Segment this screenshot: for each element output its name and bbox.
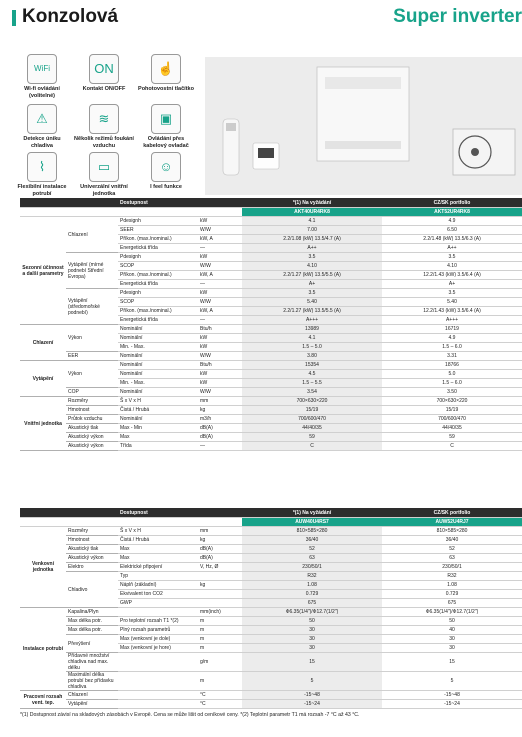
- row-unit: W/W: [198, 298, 242, 307]
- universal-unit-icon: ▭: [89, 152, 119, 182]
- row-parameter: [118, 672, 198, 691]
- air-modes-icon: ≋: [89, 104, 119, 134]
- indoor-spec-table: [20, 198, 522, 451]
- row-parameter: Příkon. (max./nominal.): [118, 271, 198, 280]
- value-model-a: 1.5 – 5.5: [242, 379, 382, 388]
- row-parameter: Čistá / Hrubá: [118, 536, 198, 545]
- table-row: [20, 217, 522, 226]
- table-row: [20, 554, 522, 563]
- row-parameter: SCOP: [118, 262, 198, 271]
- row-parameter: Plný rozsah parametrů: [118, 626, 198, 635]
- value-model-b: Ф6.35(1/4")/Ф12.7(1/2"): [382, 608, 522, 617]
- value-model-b: 700/600/470: [382, 415, 522, 424]
- standby-button-icon: ☝: [151, 54, 181, 84]
- row-unit: kW: [198, 370, 242, 379]
- feature-label: Flexibilní instalace potrubí: [17, 184, 67, 197]
- value-model-a: 0.729: [242, 590, 382, 599]
- row-parameter: Max: [118, 554, 198, 563]
- row-unit: kW, A: [198, 235, 242, 244]
- value-model-a: 810×585×280: [242, 527, 382, 536]
- value-model-a: 4.5: [242, 370, 382, 379]
- value-model-b: -15~48: [382, 691, 522, 700]
- row-parameter: Max (venkovní je hore): [118, 644, 198, 653]
- table-row: [20, 563, 522, 572]
- table-row: [20, 406, 522, 415]
- value-model-b: 63: [382, 554, 522, 563]
- row-subgroup: Rozměry: [66, 527, 118, 536]
- value-model-b: 5: [382, 672, 522, 691]
- row-unit: kg: [198, 406, 242, 415]
- value-model-a: A+++: [242, 316, 382, 325]
- row-unit: W/W: [198, 388, 242, 397]
- value-model-a: 30: [242, 644, 382, 653]
- row-unit: m: [198, 644, 242, 653]
- value-model-b: -15~24: [382, 700, 522, 709]
- row-parameter: Elektrické připojení: [118, 563, 198, 572]
- row-unit: g/m: [198, 653, 242, 672]
- table-row: [20, 536, 522, 545]
- model-b: AUW52U4RJ7: [382, 518, 522, 527]
- table-row: [20, 433, 522, 442]
- availability-portfolio: CZ/SK portfolio: [382, 198, 522, 208]
- row-subgroup: Akustický výkon: [66, 442, 118, 451]
- header-blank: [66, 198, 118, 208]
- table-row: [20, 325, 522, 334]
- row-subgroup: Výkon: [66, 361, 118, 388]
- value-model-a: 2.2/1.27 (kW) 13.5/5.5 (A): [242, 271, 382, 280]
- row-subgroup: Převýšení: [66, 635, 118, 653]
- value-model-a: 5: [242, 672, 382, 691]
- table-row: [20, 572, 522, 581]
- feature-9: [136, 152, 196, 191]
- row-subgroup: Chlazení: [66, 217, 118, 253]
- value-model-b: C: [382, 442, 522, 451]
- value-model-a: 4.1: [242, 217, 382, 226]
- model-blank: [20, 208, 242, 217]
- row-group: Chlazení: [20, 325, 66, 361]
- value-model-b: 1.08: [382, 581, 522, 590]
- model-a: AUW40U4RS7: [242, 518, 382, 527]
- value-model-b: 3.5: [382, 253, 522, 262]
- row-parameter: Ekvivalent ton CO2: [118, 590, 198, 599]
- value-model-a: R32: [242, 572, 382, 581]
- model-blank: [20, 518, 242, 527]
- value-model-a: 1.08: [242, 581, 382, 590]
- outdoor-spec-table: [20, 508, 522, 709]
- row-unit: m: [198, 672, 242, 691]
- row-subgroup: Vytápění: [66, 700, 118, 709]
- row-unit: kW: [198, 217, 242, 226]
- flexible-piping-icon: ⌇: [27, 152, 57, 182]
- row-group: Venkovní jednotka: [20, 527, 66, 608]
- model-b: AKT52UR4RK8: [382, 208, 522, 217]
- row-subgroup: Chlazení: [66, 691, 118, 700]
- row-unit: °C: [198, 700, 242, 709]
- row-subgroup: Akustický výkon: [66, 554, 118, 563]
- row-unit: m: [198, 617, 242, 626]
- value-model-b: 59: [382, 433, 522, 442]
- brand-tagline: Super inverter: [393, 6, 522, 27]
- value-model-a: 3.80: [242, 352, 382, 361]
- value-model-b: 30: [382, 635, 522, 644]
- row-subgroup: Akustický výkon: [66, 433, 118, 442]
- feature-label: Wi-fi ovládání (volitelné): [24, 86, 60, 99]
- table-row: [20, 397, 522, 406]
- value-model-a: 13989: [242, 325, 382, 334]
- value-model-a: 15/19: [242, 406, 382, 415]
- row-parameter: Pdesignh: [118, 217, 198, 226]
- table-row: [20, 388, 522, 397]
- row-unit: [198, 599, 242, 608]
- row-subgroup: Výkon: [66, 325, 118, 352]
- table-row: [20, 415, 522, 424]
- row-group: Vnitřní jednotka: [20, 397, 66, 451]
- value-model-a: 2.2/1.08 (kW) 13.5/4.7 (A): [242, 235, 382, 244]
- row-unit: dB(A): [198, 424, 242, 433]
- row-subgroup: Akustický tlak: [66, 424, 118, 433]
- row-parameter: Max (venkovní je dole): [118, 635, 198, 644]
- row-parameter: Energetická třída: [118, 280, 198, 289]
- page-title: Konzolová: [22, 6, 119, 27]
- row-unit: dB(A): [198, 545, 242, 554]
- header-blank: [20, 198, 66, 208]
- row-parameter: Energetická třída: [118, 316, 198, 325]
- row-unit: °C: [198, 691, 242, 700]
- wifi-icon: WiFi: [27, 54, 57, 84]
- header-row: [20, 508, 522, 518]
- row-subgroup: Průtok vzduchu: [66, 415, 118, 424]
- value-model-b: 52: [382, 545, 522, 554]
- value-model-b: A+++: [382, 316, 522, 325]
- model-row: [20, 208, 522, 217]
- value-model-a: 3.5: [242, 289, 382, 298]
- table-row: [20, 608, 522, 617]
- row-unit: kW, A: [198, 307, 242, 316]
- row-parameter: Nominální: [118, 361, 198, 370]
- feature-2: [74, 54, 134, 93]
- value-model-a: A++: [242, 244, 382, 253]
- row-unit: —: [198, 316, 242, 325]
- row-subgroup: Vytápění (středomořské podnebí): [66, 289, 118, 325]
- value-model-b: 12.2/1.43 (kW) 3.5/6.4 (A): [382, 271, 522, 280]
- row-unit: dB(A): [198, 554, 242, 563]
- header-blank: [66, 508, 118, 518]
- value-model-a: 59: [242, 433, 382, 442]
- row-unit: mm: [198, 527, 242, 536]
- model-row: [20, 518, 522, 527]
- value-model-b: 15/19: [382, 406, 522, 415]
- row-parameter: Příkon. (max./nominal.): [118, 235, 198, 244]
- feature-3: [136, 54, 196, 93]
- feature-label: I feel funkce: [150, 184, 182, 190]
- row-unit: W/W: [198, 226, 242, 235]
- row-parameter: Nominální: [118, 325, 198, 334]
- feature-8: [74, 152, 134, 197]
- row-unit: m3/h: [198, 415, 242, 424]
- row-unit: kW: [198, 334, 242, 343]
- row-parameter: Š x V x H: [118, 527, 198, 536]
- table-row: [20, 672, 522, 691]
- value-model-b: 16719: [382, 325, 522, 334]
- value-model-a: C: [242, 442, 382, 451]
- value-model-a: -15~48: [242, 691, 382, 700]
- feature-label: Pohotovostní tlačítko: [138, 86, 194, 92]
- row-unit: Btu/h: [198, 361, 242, 370]
- value-model-a: 4.1: [242, 334, 382, 343]
- row-unit: kW: [198, 289, 242, 298]
- row-parameter: Max - Min: [118, 424, 198, 433]
- table-row: [20, 626, 522, 635]
- row-unit: m: [198, 635, 242, 644]
- availability-label: Dostupnost: [118, 198, 242, 208]
- feature-label: Ovládání přes kabelový ovladač: [143, 136, 189, 149]
- row-unit: [198, 572, 242, 581]
- row-parameter: Třída: [118, 442, 198, 451]
- value-model-a: 2.2/1.27 (kW) 13.5/5.5 (A): [242, 307, 382, 316]
- row-subgroup: Přídavné množství chladiva nad max. délku: [66, 653, 118, 672]
- row-group: Pracovní rozsah vent. tep.: [20, 691, 66, 709]
- row-subgroup: Vytápění (mírné podnebí Střední Evropa): [66, 253, 118, 289]
- row-unit: kg: [198, 581, 242, 590]
- value-model-a: 5.40: [242, 298, 382, 307]
- row-parameter: Š x V x H: [118, 397, 198, 406]
- table-row: [20, 289, 522, 298]
- row-unit: dB(A): [198, 433, 242, 442]
- value-model-b: 36/40: [382, 536, 522, 545]
- feature-label: Detekce úniku chladiva: [23, 136, 61, 149]
- table-row: [20, 635, 522, 644]
- wired-controller-icon: ▣: [151, 104, 181, 134]
- on-off-contact-icon: ON: [89, 54, 119, 84]
- row-group: Vytápění: [20, 361, 66, 397]
- value-model-a: 700×630×220: [242, 397, 382, 406]
- value-model-a: -15~24: [242, 700, 382, 709]
- value-model-b: 4.9: [382, 334, 522, 343]
- feature-label: Univerzální vnitřní jednotka: [80, 184, 128, 197]
- row-unit: mm(inch): [198, 608, 242, 617]
- row-subgroup: Maximální délka potrubí bez přídavku chladiva: [66, 672, 118, 691]
- table-row: [20, 424, 522, 433]
- availability-on-request: *(1) Na vyžádání: [242, 508, 382, 518]
- row-parameter: Náplň (základní): [118, 581, 198, 590]
- row-subgroup: Akustický tlak: [66, 545, 118, 554]
- table-row: [20, 617, 522, 626]
- value-model-b: 700×630×220: [382, 397, 522, 406]
- row-parameter: [118, 691, 198, 700]
- feature-label: Několik režimů foukání vzduchu: [74, 136, 134, 149]
- value-model-a: 52: [242, 545, 382, 554]
- row-subgroup: Rozměry: [66, 397, 118, 406]
- row-unit: kW: [198, 343, 242, 352]
- row-subgroup: EER: [66, 352, 118, 361]
- value-model-b: 3.31: [382, 352, 522, 361]
- row-unit: —: [198, 280, 242, 289]
- availability-on-request: *(1) Na vyžádání: [242, 198, 382, 208]
- table-row: [20, 442, 522, 451]
- value-model-a: 44/40/35: [242, 424, 382, 433]
- value-model-b: 12.2/1.43 (kW) 3.5/6.4 (A): [382, 307, 522, 316]
- row-parameter: [118, 608, 198, 617]
- row-unit: kW, A: [198, 271, 242, 280]
- page-header: [0, 0, 522, 40]
- value-model-a: 675: [242, 599, 382, 608]
- value-model-b: 6.50: [382, 226, 522, 235]
- row-unit: [198, 590, 242, 599]
- product-photo: [205, 57, 522, 195]
- row-parameter: Nominální: [118, 352, 198, 361]
- availability-portfolio: CZ/SK portfolio: [382, 508, 522, 518]
- value-model-b: 5.0: [382, 370, 522, 379]
- row-parameter: Pro teplotní rozsah T1 *(2): [118, 617, 198, 626]
- value-model-b: 30: [382, 644, 522, 653]
- row-unit: W/W: [198, 352, 242, 361]
- value-model-a: 30: [242, 635, 382, 644]
- row-unit: —: [198, 244, 242, 253]
- row-parameter: Min. - Max.: [118, 379, 198, 388]
- value-model-a: 30: [242, 626, 382, 635]
- value-model-b: 40: [382, 626, 522, 635]
- value-model-a: 3.54: [242, 388, 382, 397]
- value-model-b: 0.729: [382, 590, 522, 599]
- value-model-b: 230/50/1: [382, 563, 522, 572]
- value-model-b: 3.5: [382, 289, 522, 298]
- value-model-a: 50: [242, 617, 382, 626]
- value-model-b: 810×585×280: [382, 527, 522, 536]
- row-parameter: [118, 700, 198, 709]
- value-model-a: Ф6.35(1/4")/Ф12.7(1/2"): [242, 608, 382, 617]
- value-model-b: A++: [382, 244, 522, 253]
- accent-bar: [12, 10, 16, 26]
- row-subgroup: Hmotnost: [66, 536, 118, 545]
- row-parameter: SCOP: [118, 298, 198, 307]
- table-row: [20, 700, 522, 709]
- row-subgroup: Max délka potr.: [66, 617, 118, 626]
- feature-5: [74, 104, 134, 149]
- value-model-b: 1.5 – 6.0: [382, 343, 522, 352]
- value-model-b: A+: [382, 280, 522, 289]
- value-model-a: 3.5: [242, 253, 382, 262]
- value-model-b: 675: [382, 599, 522, 608]
- feature-6: [136, 104, 196, 149]
- value-model-b: 2.2/1.48 (kW) 13.5/6.3 (A): [382, 235, 522, 244]
- table-row: [20, 361, 522, 370]
- header-blank: [20, 508, 66, 518]
- value-model-b: 44/40/35: [382, 424, 522, 433]
- row-parameter: Nominální: [118, 370, 198, 379]
- value-model-a: 1.5 – 5.0: [242, 343, 382, 352]
- feature-4: [12, 104, 72, 149]
- row-parameter: Pdesignh: [118, 253, 198, 262]
- value-model-b: 3.50: [382, 388, 522, 397]
- value-model-b: 4.9: [382, 217, 522, 226]
- row-parameter: Max: [118, 433, 198, 442]
- footnote: *(1) Dostupnost závisí na skladových zásobách v Evropě. Cena se může lišit od ceníkové ceny. *(2) Teplotní parametr T1 má rozsah -7 °C až 43 °C.: [20, 712, 360, 718]
- model-a: AKT40UR4RK8: [242, 208, 382, 217]
- value-model-a: 15: [242, 653, 382, 672]
- row-parameter: Max: [118, 545, 198, 554]
- value-model-b: 4.10: [382, 262, 522, 271]
- row-parameter: Příkon. (max./nominal.): [118, 307, 198, 316]
- table-row: [20, 545, 522, 554]
- value-model-a: 7.00: [242, 226, 382, 235]
- availability-label: Dostupnost: [118, 508, 242, 518]
- value-model-a: 4.10: [242, 262, 382, 271]
- table-row: [20, 691, 522, 700]
- row-subgroup: Max délka potr.: [66, 626, 118, 635]
- i-feel-icon: ☺: [151, 152, 181, 182]
- value-model-a: 63: [242, 554, 382, 563]
- row-parameter: Min. - Max.: [118, 343, 198, 352]
- value-model-b: 5.40: [382, 298, 522, 307]
- row-subgroup: Elektro: [66, 563, 118, 572]
- leak-detection-icon: ⚠: [27, 104, 57, 134]
- value-model-a: 15354: [242, 361, 382, 370]
- row-unit: m: [198, 626, 242, 635]
- value-model-b: 18766: [382, 361, 522, 370]
- row-subgroup: Kapalina/Plyn: [66, 608, 118, 617]
- value-model-a: 36/40: [242, 536, 382, 545]
- row-unit: kg: [198, 536, 242, 545]
- row-parameter: Typ: [118, 572, 198, 581]
- value-model-b: R32: [382, 572, 522, 581]
- row-group: Instalace potrubí: [20, 608, 66, 691]
- table-row: [20, 253, 522, 262]
- row-parameter: Pdesignh: [118, 289, 198, 298]
- table-row: [20, 653, 522, 672]
- value-model-a: A+: [242, 280, 382, 289]
- value-model-a: 700/600/470: [242, 415, 382, 424]
- row-group: Sezonní účinnost a další parametry: [20, 217, 66, 325]
- row-parameter: Nominální: [118, 388, 198, 397]
- feature-1: [12, 54, 72, 99]
- row-subgroup: Hmotnost: [66, 406, 118, 415]
- value-model-b: 15: [382, 653, 522, 672]
- feature-7: [12, 152, 72, 197]
- row-parameter: GWP: [118, 599, 198, 608]
- row-subgroup: COP: [66, 388, 118, 397]
- row-parameter: Nominální: [118, 334, 198, 343]
- row-parameter: Nominální: [118, 415, 198, 424]
- row-parameter: [118, 653, 198, 672]
- table-row: [20, 352, 522, 361]
- value-model-a: 230/50/1: [242, 563, 382, 572]
- row-unit: V, Hz, Ø: [198, 563, 242, 572]
- row-unit: kW: [198, 379, 242, 388]
- row-parameter: Čistá / Hrubá: [118, 406, 198, 415]
- row-unit: —: [198, 442, 242, 451]
- value-model-b: 50: [382, 617, 522, 626]
- table-row: [20, 527, 522, 536]
- value-model-b: 1.5 – 6.0: [382, 379, 522, 388]
- row-parameter: Energetická třída: [118, 244, 198, 253]
- header-row: [20, 198, 522, 208]
- row-unit: W/W: [198, 262, 242, 271]
- feature-label: Kontakt ON/OFF: [82, 86, 126, 92]
- row-unit: mm: [198, 397, 242, 406]
- row-unit: kW: [198, 253, 242, 262]
- row-unit: Btu/h: [198, 325, 242, 334]
- row-subgroup: Chladivo: [66, 572, 118, 608]
- row-parameter: SEER: [118, 226, 198, 235]
